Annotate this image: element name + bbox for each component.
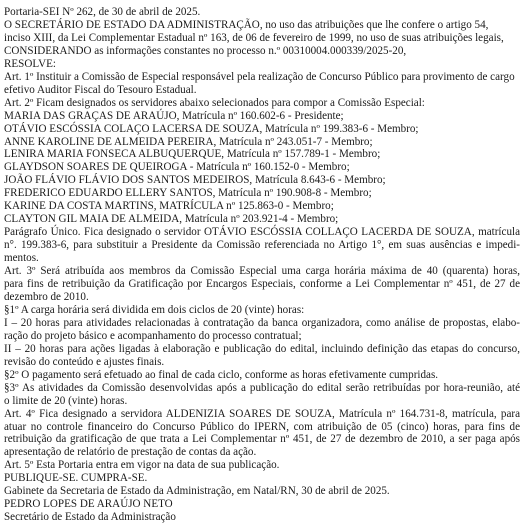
preamble-line: CONSIDERANDO as informações constantes no processo n.º 00310004.000339/2025-20, — [4, 44, 407, 57]
article-4-line: retribuição da gratificação de que trata a Lei Complementar nº 451, de 27 de dezembro de 2010, a ser paga após — [4, 433, 520, 446]
paragraph-2: §2º O pagamento será efetuado ao final de cada ciclo, conforme as horas efetivamente cumpridas. — [4, 368, 439, 381]
article-3-line: para fins de retribuição da Gratificação por Encargos Especiais, conforme a Lei Complementar nº 451, de 27 de — [4, 278, 520, 291]
member-item: GLAYDSON SOARES DE QUEIROGA - Matrícula nº 160.152-0 - Membro; — [4, 161, 350, 174]
item-ii — [4, 343, 520, 369]
member-item: FREDERICO EDUARDO ELLERY SANTOS, Matrícula nº 190.908-8 - Membro; — [4, 187, 372, 200]
article-3-line: dezembro de 2010. — [4, 290, 89, 303]
member-item: KARINE DA COSTA MARTINS, MATRÍCULA nº 125.863-0 - Membro; — [4, 200, 334, 213]
paragrafo-unico-line: mentos. — [4, 252, 39, 265]
member-item: LENIRA MARIA FONSECA ALBUQUERQUE, Matrícula nº 157.789-1 - Membro; — [4, 148, 381, 161]
resolve-heading: RESOLVE: — [4, 57, 56, 70]
member-item: OTÁVIO ESCÓSSIA COLAÇO LACERSA DE SOUZA, Matrícula nº 199.383-6 - Membro; — [4, 122, 419, 135]
paragraph-3-line: §3º As atividades da Comissão desenvolvidas após a publicação do edital serão retribuídas por hora-reunião, até — [4, 381, 520, 394]
paragrafo-unico — [4, 226, 520, 265]
publique-cumpra: PUBLIQUE-SE. CUMPRA-SE. — [4, 472, 148, 485]
item-ii-line: revisão do conteúdo e ajustes finais. — [4, 355, 165, 368]
preamble-line: inciso XIII, da Lei Complementar Estadual nº 163, de 06 de fevereiro de 1999, no uso de suas atribuições legais, — [4, 31, 504, 44]
article-1-line: efetivo Auditor Fiscal do Tesouro Estadual. — [4, 83, 197, 96]
article-2: Art. 2º Ficam designados os servidores abaixo selecionados para compor a Comissão Especial: — [4, 96, 425, 109]
preamble — [4, 19, 520, 58]
article-4-line: apresentação de relatório de prestação de contas da ação. — [4, 446, 257, 459]
paragraph-1: §1º A carga horária será dividida em dois ciclos de 20 (vinte) horas: — [4, 303, 305, 316]
preamble-line: O SECRETÁRIO DE ESTADO DA ADMINISTRAÇÃO, no uso das atribuições que lhe confere o artigo 54, — [4, 18, 489, 31]
paragrafo-unico-line: n°. 199.383-6, para substituir a Presidente da Comissão referenciada no Artigo 1°, em suas ausências e impedi- — [4, 239, 520, 252]
paragrafo-unico-line: Parágrafo Único. Fica designado o servidor OTÁVIO ESCÓSSIA COLLAÇO LACERDA DE SOUZA, matrícula — [4, 226, 520, 239]
member-item: CLAYTON GIL MAIA DE ALMEIDA, Matrícula nº 203.921-4 - Membro; — [4, 213, 339, 226]
article-4-line: Art. 4º Fica designado a servidora ALDENIZIA SOARES DE SOUZA, Matrícula nº 164.731-8, matrícula, para — [4, 407, 520, 420]
article-4-line: atuar no controle financeiro do Concurso Público do IPERN, com atribuição de 05 (cinco) horas, para fins de — [4, 420, 520, 433]
signatory-role: Secretário de Estado da Administração — [4, 511, 176, 524]
article-3-line: Art. 3º Será atribuída aos membros da Comissão Especial uma carga horária máxima de 40 (quarenta) horas, — [4, 265, 520, 278]
item-i — [4, 317, 520, 343]
article-5: Art. 5º Esta Portaria entra em vigor na data de sua publicação. — [4, 459, 280, 472]
signatory-name: PEDRO LOPES DE ARAÚJO NETO — [4, 498, 173, 511]
paragraph-3 — [4, 382, 520, 408]
item-ii-line: II – 20 horas para ações ligadas à elaboração e publicação do edital, incluindo definição das etapas do concurso, — [4, 342, 520, 355]
portaria-header: Portaria-SEI Nº 262, de 30 de abril de 2025. — [4, 6, 201, 18]
member-list — [4, 110, 520, 227]
article-1-line: Art. 1º Instituir a Comissão de Especial responsável pela realização de Concurso Público para provimento de cargo — [4, 70, 515, 83]
article-4 — [4, 408, 520, 460]
gabinete-line: Gabinete da Secretaria de Estado da Administração, em Natal/RN, 30 de abril de 2025. — [4, 485, 390, 498]
item-i-line: I – 20 horas para atividades relacionadas à contratação da banca organizadora, como análise de propostas, elabo- — [4, 316, 520, 329]
item-i-line: ração do projeto básico e acompanhamento do processo contratual; — [4, 329, 302, 342]
member-item: JOÃO FLÁVIO FLÁVIO DOS SANTOS MEDEIROS, Matrícula 8.643-6 - Membro; — [4, 174, 386, 187]
article-1 — [4, 71, 520, 97]
paragraph-3-line: o limite de 20 (vinte) horas. — [4, 394, 128, 407]
member-item: ANNE KAROLINE DE ALMEIDA PEREIRA, Matrícula nº 243.051-7 - Membro; — [4, 135, 373, 148]
member-item: MARIA DAS GRAÇAS DE ARAÚJO, Matrícula nº 160.602-6 - Presidente; — [4, 109, 344, 122]
article-3 — [4, 265, 520, 304]
